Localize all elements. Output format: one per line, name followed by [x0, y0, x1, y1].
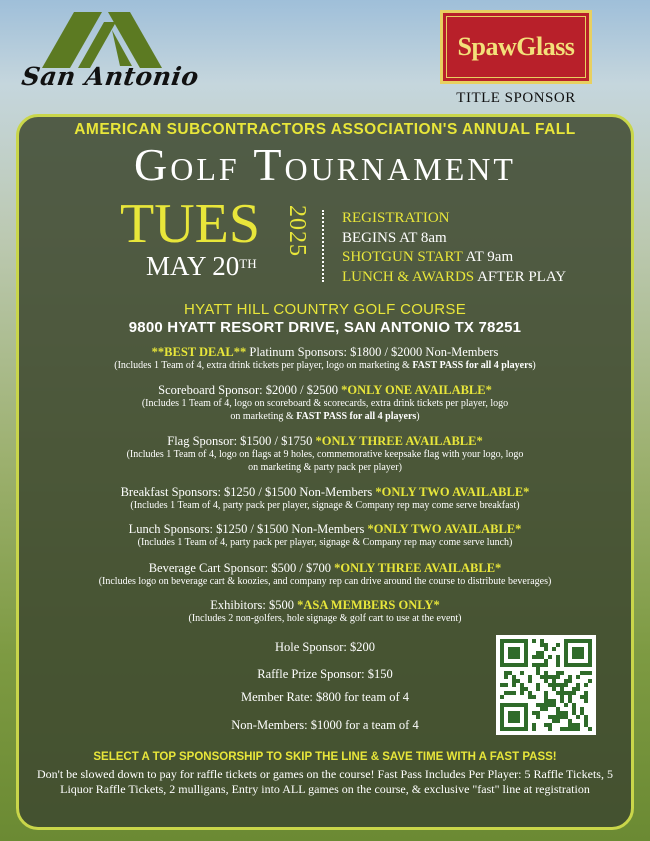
event-date [146, 251, 257, 281]
title-sponsor-label: TITLE SPONSOR [456, 90, 576, 106]
qr-code-pattern [496, 635, 596, 735]
sponsorship-item [16, 521, 634, 550]
schedule-highlight: LUNCH & AWARDS [342, 268, 475, 285]
event-day: TUES [120, 193, 260, 255]
sponsorship-title: Scoreboard Sponsor: $2000 / $2500 [158, 383, 342, 397]
logo-text: San Antonio [19, 62, 201, 91]
asa-san-antonio-logo [12, 8, 212, 108]
sponsorship-item [16, 597, 634, 626]
event-year: 2025 [284, 205, 310, 257]
event-headline: AMERICAN SUBCONTRACTORS ASSOCIATION'S ANNUAL FALL [74, 121, 576, 138]
schedule-line [342, 248, 566, 268]
sponsorship-note-end: ) [416, 410, 420, 422]
schedule-highlight: SHOTGUN START [342, 249, 463, 265]
schedule-line [342, 209, 566, 229]
sponsorship-title: Breakfast Sponsors: $1250 / $1500 Non-Members [120, 485, 376, 499]
schedule-line [342, 229, 566, 249]
sponsorship-item [16, 382, 634, 423]
sponsorship-title: Flag Sponsor: $1500 / $1750 [167, 434, 316, 448]
sponsorship-note: (Includes 1 Team of 4, logo on scoreboard & scorecards, extra drink tickets per player, logo on marketing & [141, 398, 509, 422]
sponsorship-title: Beverage Cart Sponsor: $500 / $700 [148, 561, 335, 575]
schedule-text: AT 9am [462, 249, 514, 265]
sponsorship-item [16, 484, 634, 513]
sponsorship-note-end: ) [532, 360, 536, 371]
sponsorship-note: (Includes 2 non-golfers, hole signage & golf cart to use at the event) [188, 613, 462, 624]
schedule [342, 209, 566, 287]
sponsorship-item [16, 433, 634, 474]
schedule-text: BEGINS AT 8am [342, 229, 447, 246]
fast-pass-heading: SELECT A TOP SPONSORSHIP TO SKIP THE LINE & SAVE TIME WITH A FAST PASS! [93, 751, 557, 763]
sponsorship-note-bold: FAST PASS for all 4 players [412, 360, 533, 371]
sponsorship-note-bold: FAST PASS for all 4 players [296, 410, 417, 422]
spawglass-logo-text: SpawGlass [446, 16, 586, 78]
event-date-main: MAY 20 [146, 251, 240, 281]
sponsorship-availability: *ONLY THREE AVAILABLE* [315, 434, 483, 448]
sponsorship-availability: *ASA MEMBERS ONLY* [297, 598, 440, 612]
sponsorship-availability: *ONLY THREE AVAILABLE* [334, 561, 502, 575]
sponsorship-note: (Includes 1 Team of 4, logo on flags at 9 holes, commemorative keepsake flag with your logo, logo on marketing & party pack per player) [126, 449, 524, 473]
sponsorship-note: (Includes 1 Team of 4, party pack per player, signage & Company rep may come serve lunch) [137, 537, 513, 548]
sponsorship-title: Lunch Sponsors: $1250 / $1500 Non-Members [128, 522, 368, 536]
hole-sponsor: Hole Sponsor: $200 [275, 640, 375, 654]
sponsorship-title: Exhibitors: $500 [210, 598, 298, 612]
dotted-divider [322, 210, 324, 282]
sponsorship-item [16, 344, 634, 373]
fast-pass-body: Don't be slowed down to pay for raffle tickets or games on the course! Fast Pass Includes Per Player: 5 Raffle Tickets, 5 Liquor Raffle Tickets, 2 mulligans, Entry into ALL games on the course, & exclusive "fast" line at registration [37, 767, 613, 796]
sponsorship-item [16, 560, 634, 589]
non-member-rate: Non-Members: $1000 for a team of 4 [231, 718, 419, 732]
schedule-line [342, 268, 566, 288]
event-title: Golf Tournament [134, 139, 516, 190]
sponsorship-availability: *ONLY TWO AVAILABLE* [367, 522, 522, 536]
schedule-text: AFTER PLAY [474, 268, 567, 285]
sponsorship-note: (Includes logo on beverage cart & koozies, and company rep can drive around the course to distribute beverages) [98, 576, 552, 587]
member-rate: Member Rate: $800 for team of 4 [240, 690, 409, 704]
schedule-highlight: REGISTRATION [342, 210, 450, 226]
sponsorship-availability: *ONLY ONE AVAILABLE* [341, 383, 492, 397]
venue-name: HYATT HILL COUNTRY GOLF COURSE [183, 301, 467, 318]
sponsorship-title: Platinum Sponsors: $1800 / $2000 Non-Members [246, 345, 499, 359]
raffle-prize-sponsor: Raffle Prize Sponsor: $150 [257, 667, 393, 681]
event-date-suffix: TH [239, 256, 257, 271]
sponsorship-availability: *ONLY TWO AVAILABLE* [375, 485, 530, 499]
sponsorship-note: (Includes 1 Team of 4, party pack per player, signage & Company rep may come serve breakfast) [130, 500, 520, 511]
qr-code[interactable] [496, 635, 596, 735]
spawglass-logo [440, 10, 592, 84]
sponsorship-note: (Includes 1 Team of 4, extra drink tickets per player, logo on marketing & [114, 360, 413, 371]
venue-address: 9800 HYATT RESORT DRIVE, SAN ANTONIO TX 78251 [128, 319, 522, 336]
sponsorship-prefix: **BEST DEAL** [151, 345, 247, 359]
